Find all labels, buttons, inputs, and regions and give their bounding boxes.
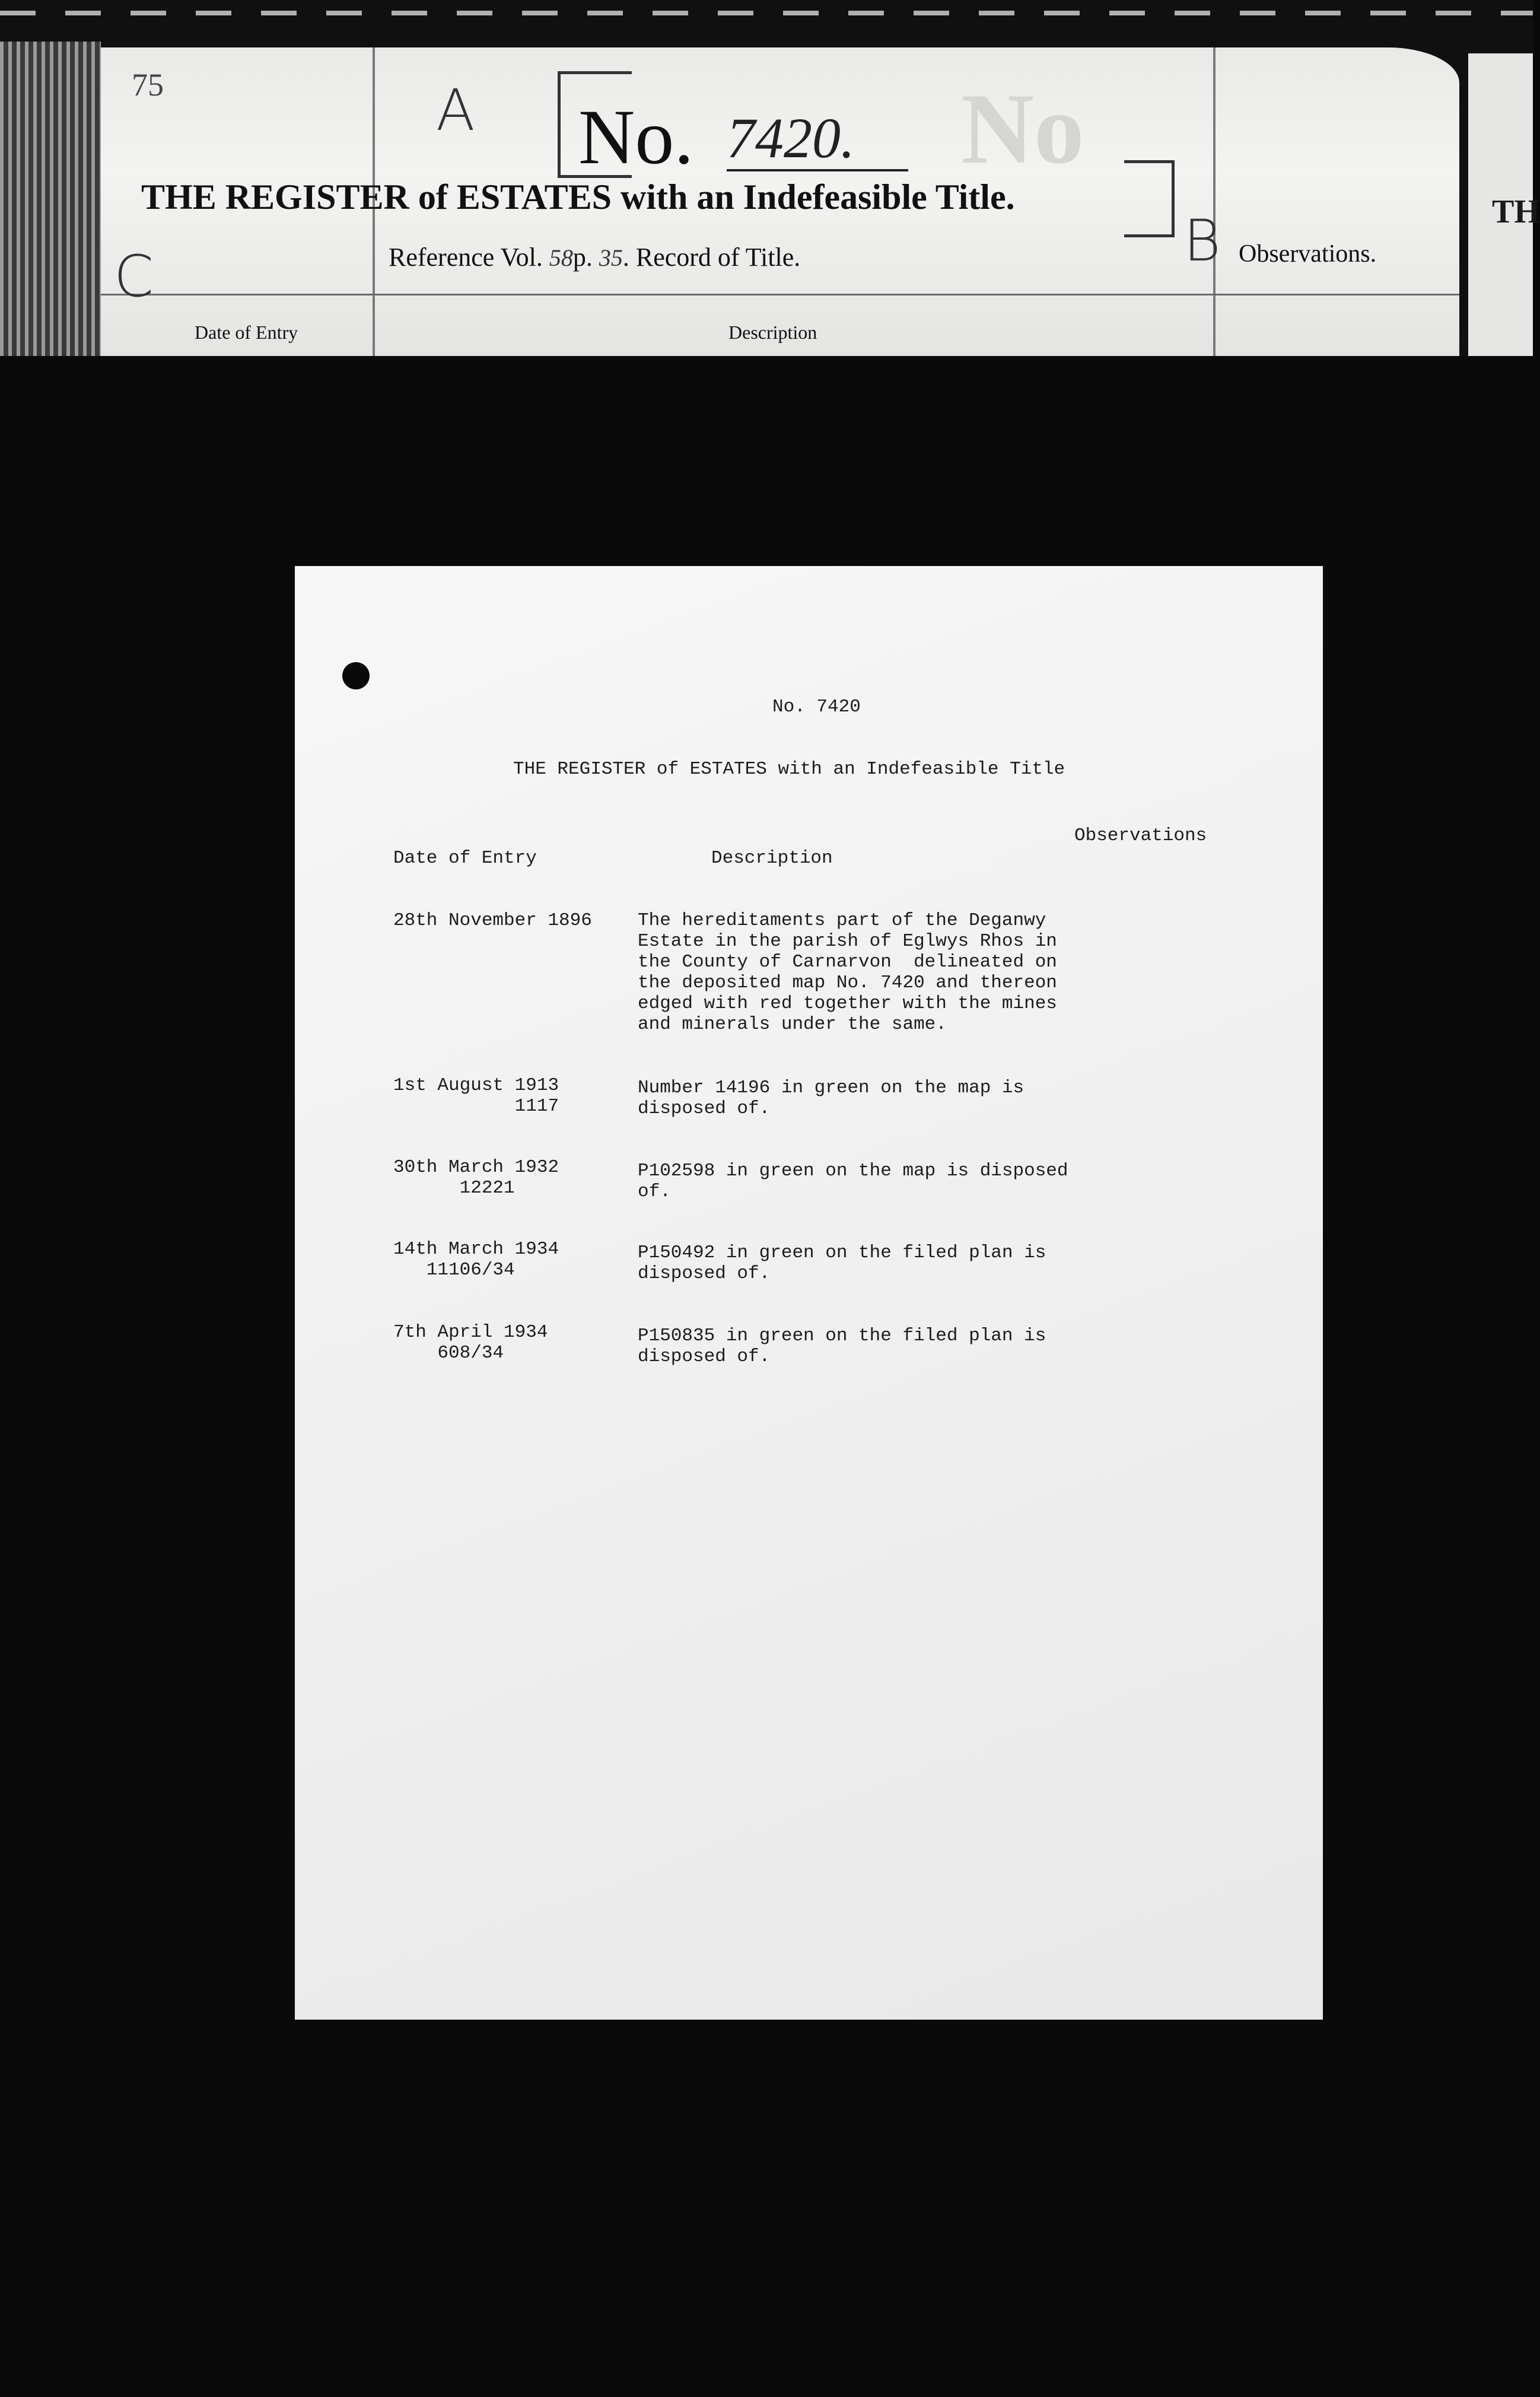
ledger-page-number: 75 — [132, 67, 164, 103]
ledger-col-date-of-entry: Date of Entry — [195, 322, 298, 343]
entry-date: 28th November 1896 — [393, 910, 592, 931]
ledger-bleed-through-text: No — [961, 73, 1084, 185]
entry-description: P150835 in green on the filed plan is disposed of. — [638, 1325, 1046, 1367]
sheet-title: THE REGISTER of ESTATES with an Indefeasible Title — [513, 759, 1065, 780]
ledger-reference-page-label: p. — [572, 243, 593, 272]
ledger-margin-mark-b: B — [1183, 208, 1221, 274]
header-description: Description — [711, 848, 833, 869]
ledger-next-page-title-fragment: TH — [1492, 193, 1540, 230]
entry-date: 30th March 1932 12221 — [393, 1157, 559, 1198]
film-edge-dashes — [0, 11, 1533, 15]
ledger-reference-vol: 58 — [549, 244, 573, 271]
entry-description: The hereditaments part of the Deganwy Estate in the parish of Eglwys Rhos in the County of Carnarvon delineated on the deposited map No. 7420 and thereon edged with red together with the mines and minerals under the same. — [638, 910, 1057, 1035]
entry-description: Number 14196 in green on the map is disposed of. — [638, 1077, 1024, 1119]
ledger-reference-page: 35 — [599, 244, 623, 271]
header-date-of-entry: Date of Entry — [393, 848, 537, 869]
ledger-number-label: No. — [578, 93, 694, 180]
entry-description: P102598 in green on the map is disposed of. — [638, 1161, 1068, 1202]
ledger-reference-line — [389, 242, 800, 272]
ledger-title: THE REGISTER of ESTATES with an Indefeasible Title. — [141, 177, 1015, 217]
ledger-header-rule — [101, 294, 1459, 295]
ledger-margin-mark-c: C — [114, 243, 154, 310]
punch-hole — [342, 662, 370, 689]
ledger-reference-prefix: Reference Vol. — [389, 243, 543, 272]
sheet-number: No. 7420 — [772, 697, 861, 717]
entry-date: 1st August 1913 1117 — [393, 1075, 559, 1117]
entry-description: P150492 in green on the filed plan is disposed of. — [638, 1242, 1046, 1284]
ledger-record-label: . Record of Title. — [622, 243, 801, 272]
ledger-col-description: Description — [728, 322, 817, 343]
ledger-photo-strip — [0, 0, 1540, 356]
ledger-column-divider — [1213, 47, 1216, 356]
typed-register-sheet — [295, 566, 1323, 2020]
ledger-margin-mark-a: A — [436, 77, 475, 144]
ledger-number-handwritten: 7420. — [727, 110, 908, 171]
header-observations: Observations — [1074, 825, 1207, 846]
ledger-page-edges — [0, 42, 101, 356]
entry-date: 14th March 1934 11106/34 — [393, 1239, 559, 1280]
entry-date: 7th April 1934 608/34 — [393, 1322, 548, 1363]
ledger-bracket-right — [1124, 160, 1175, 237]
ledger-observations-label: Observations. — [1239, 240, 1377, 268]
